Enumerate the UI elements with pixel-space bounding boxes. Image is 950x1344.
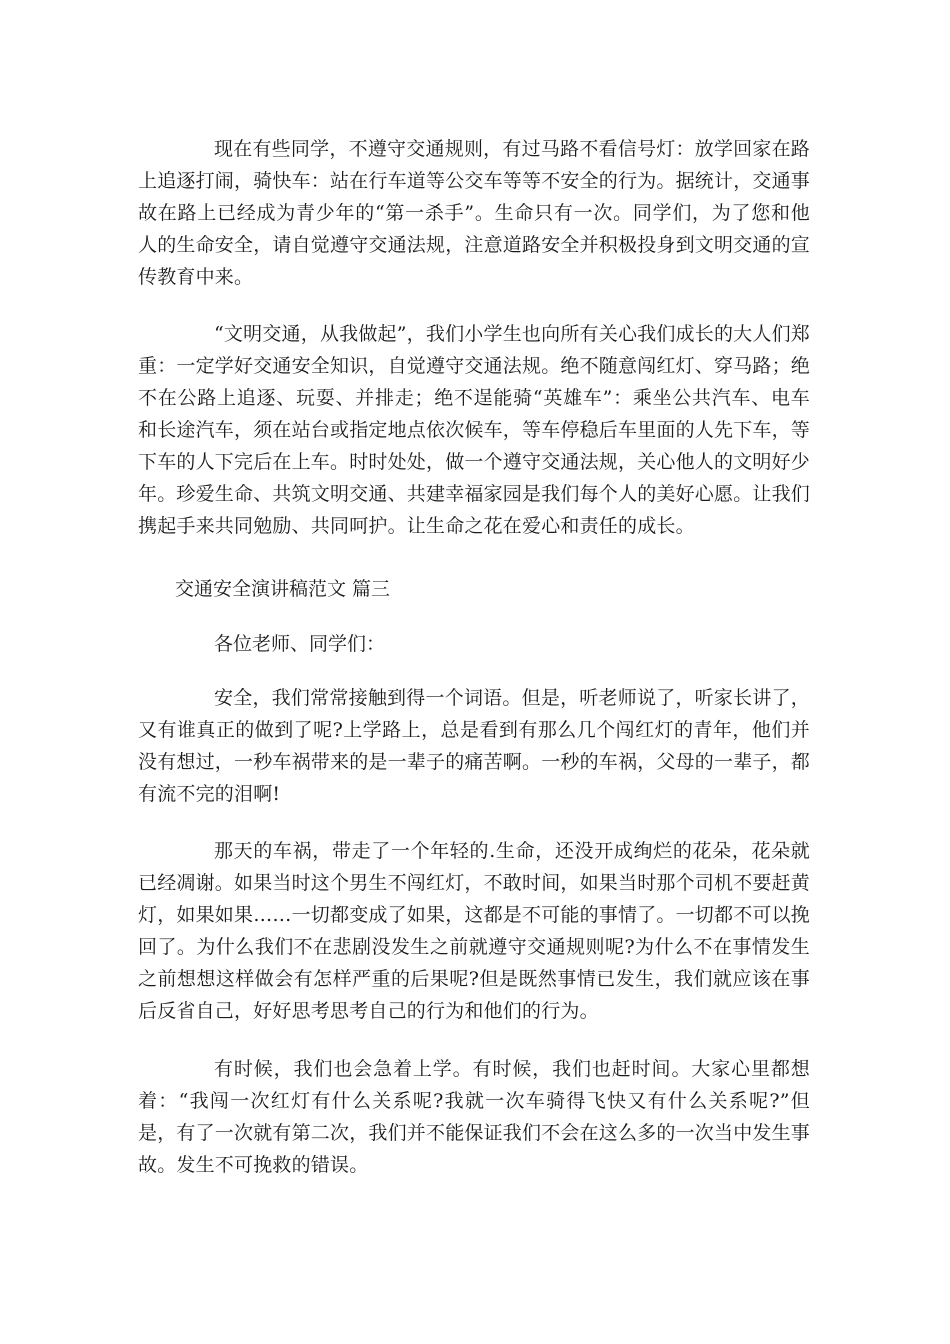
paragraph-safety-word: 安全，我们常常接触到得一个词语。但是，听老师说了，听家长讲了，又有谁真正的做到了呢?上学路上，总是看到有那么几个闯红灯的青年，他们并没有想过，一秒车祸带来的是一辈子的痛苦啊。一秒的车祸，父母的一辈子，都有流不完的泪啊! xyxy=(138,687,811,805)
paragraph-traffic-violations: 现在有些同学，不遵守交通规则，有过马路不看信号灯：放学回家在路上追逐打闹，骑快车：站在行车道等公交车等等不安全的行为。据统计，交通事故在路上已经成为青少年的“第一杀手”。生命只有一次。同学们，为了您和他人的生命安全，请自觉遵守交通法规，注意道路安全并积极投身到文明交通的宣传教育中来。 xyxy=(138,138,811,288)
paragraph-civilized-traffic-pledge: “文明交通，从我做起”，我们小学生也向所有关心我们成长的大人们郑重：一定学好交通安全知识，自觉遵守交通法规。绝不随意闯红灯、穿马路；绝不在公路上追逐、玩耍、并排走；绝不逞能骑“英雄车”：乘坐公共汽车、电车和长途汽车，须在站台或指定地点依次候车，等车停稳后车里面的人先下车，等下车的人下完后在上车。时时处处，做一个遵守交通法规，关心他人的文明好少年。珍爱生命、共筑文明交通、共建幸福家园是我们每个人的美好心愿。让我们携起手来共同勉励、共同呵护。让生命之花在爱心和责任的成长。 xyxy=(138,323,811,537)
paragraph-rushing: 有时候，我们也会急着上学。有时候，我们也赶时间。大家心里都想着：“我闯一次红灯有什么关系呢?我就一次车骑得飞快又有什么关系呢?”但是，有了一次就有第二次，我们并不能保证我们不会在这么多的一次当中发生事故。发生不可挽救的错误。 xyxy=(138,1058,811,1176)
paragraph-accident-story: 那天的车祸，带走了一个年轻的.生命，还没开成绚烂的花朵，花朵就已经凋谢。如果当时这个男生不闯红灯，不敢时间，如果当时那个司机不要赶黄灯，如果如果……一切都变成了如果，这都是不可能的事情了。一切都不可以挽回了。为什么我们不在悲剧没发生之前就遵守交通规则呢?为什么不在事情发生之前想想这样做会有怎样严重的后果呢?但是既然事情已发生，我们就应该在事后反省自己，好好思考思考自己的行为和他们的行为。 xyxy=(138,840,811,1022)
speech-greeting: 各位老师、同学们： xyxy=(214,633,386,655)
section-heading: 交通安全演讲稿范文 篇三 xyxy=(175,578,391,600)
